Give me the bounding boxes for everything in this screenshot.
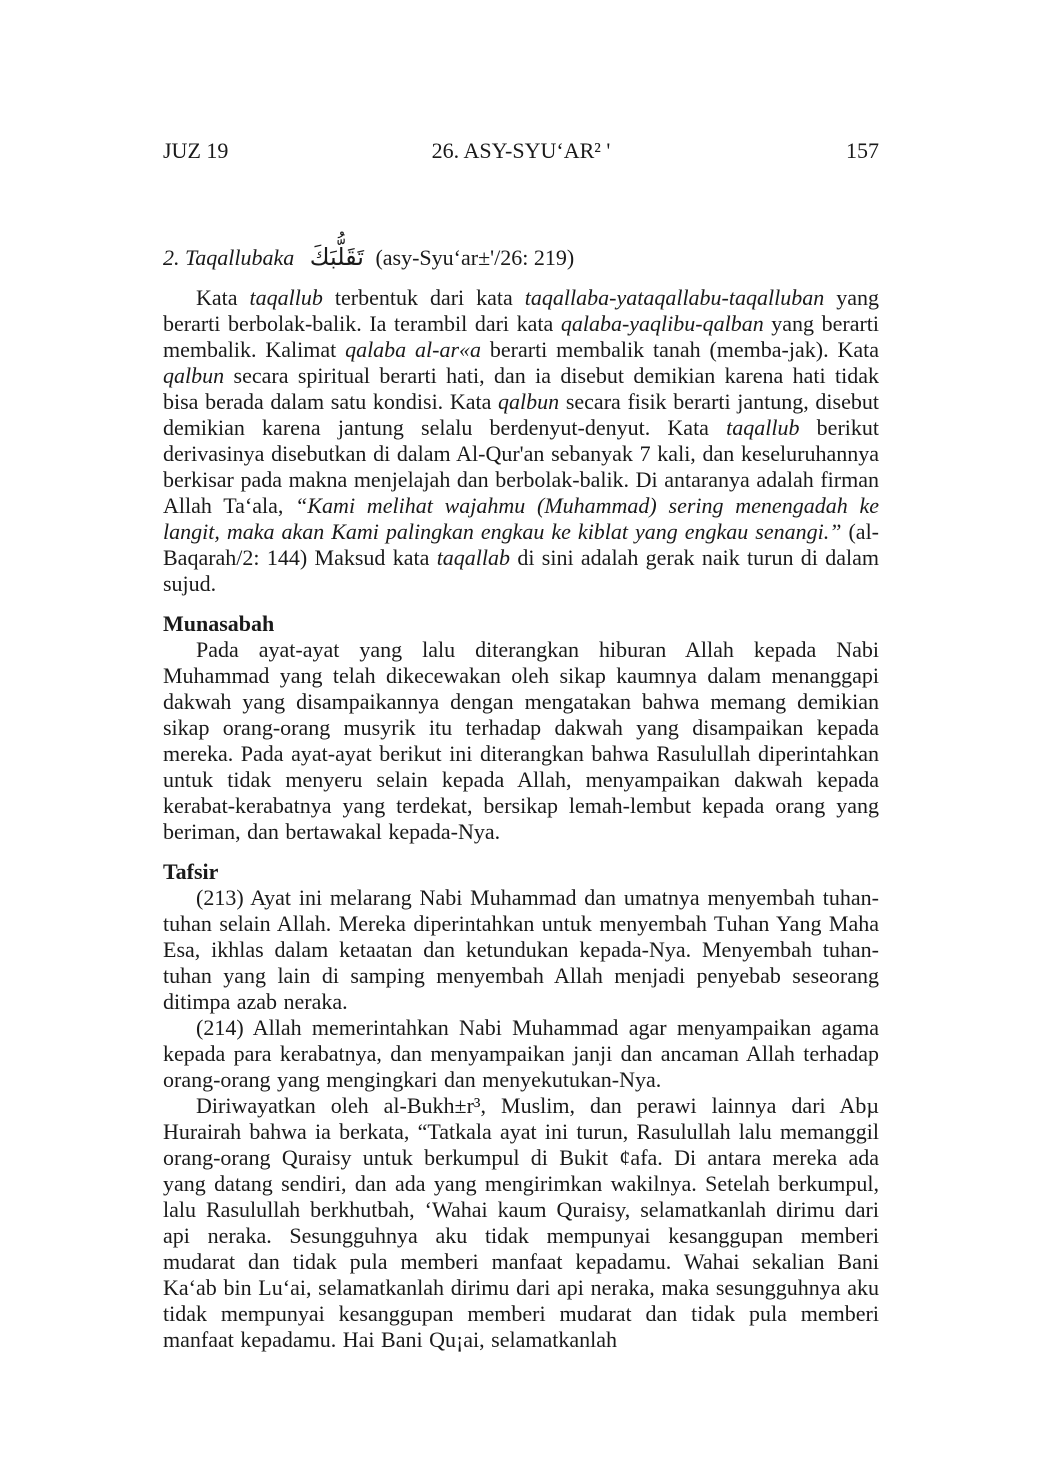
page-number: 157 <box>846 138 879 163</box>
section-heading <box>163 244 879 271</box>
section-heading-reference: (asy-Syu‘ar±'/26: 219) <box>375 245 575 270</box>
paragraph-taqallub-definition: Kata taqallub terbentuk dari kata taqallaba-yataqallabu-taqalluban yang berarti berbolak-balik. Ia terambil dari kata qalaba-yaqlibu-qalban yang berarti membalik. Kalimat qalaba al-ar«a berarti membalik tanah (memba-jak). Kata qalbun secara spiritual berarti hati, dan ia disebut demikian karena hati tidak bisa berada dalam satu kondisi. Kata qalbun secara fisik berarti jantung, disebut demikian karena jantung selalu berdenyut-denyut. Kata taqallub berikut derivasinya disebutkan di dalam Al-Qur'an sebanyak 7 kali, dan keseluruhannya berkisar pada makna menjelajah dan berbolak-balik. Di antaranya adalah firman Allah Ta‘ala, “Kami melihat wajahmu (Muhammad) sering menengadah ke langit, maka akan Kami palingkan engkau ke kiblat yang engkau senangi.” (al-Baqarah/2: 144) Maksud kata taqallab di sini adalah gerak naik turun di dalam sujud. <box>163 285 880 596</box>
text-column <box>163 0 879 1353</box>
heading-tafsir: Tafsir <box>163 859 219 884</box>
heading-munasabah: Munasabah <box>163 611 275 636</box>
paragraph-tafsir-213: (213) Ayat ini melarang Nabi Muhammad dan umatnya menyembah tuhan-tuhan selain Allah. Mereka diperintahkan untuk menyembah Tuhan Yang Maha Esa, ikhlas dalam ketaatan dan ketundukan kepada-Nya. Menyembah tuhan-tuhan yang lain di samping menyembah Allah menjadi penyebab seseorang ditimpa azab neraka. <box>163 885 879 1014</box>
section-heading-latin: 2. Taqallubaka <box>163 245 295 270</box>
section-heading-arabic-word: تَقَلُّبَكَ <box>309 243 364 271</box>
page-header <box>163 138 879 164</box>
paragraph-munasabah: Pada ayat-ayat yang lalu diterangkan hiburan Allah kepada Nabi Muhammad yang telah dikecewakan oleh sikap kaumnya dalam menanggapi dakwah yang disampaikannya dengan mengatakan bahwa memang demikian sikap orang-orang musyrik itu terhadap dakwah yang disampaikan kepada mereka. Pada ayat-ayat berikut ini diterangkan bahwa Rasulullah diperintahkan untuk tidak menyeru selain kepada Allah, menyampaikan dakwah kepada kerabat-kerabatnya yang terdekat, bersikap lemah-lembut kepada orang yang beriman, dan bertawakal kepada-Nya. <box>163 637 879 844</box>
surah-title: 26. ASY-SYU‘AR² ' <box>431 138 611 163</box>
body-text <box>163 285 879 1353</box>
juz-label: JUZ 19 <box>163 138 229 163</box>
paragraph-tafsir-hadith: Diriwayatkan oleh al-Bukh±r³, Muslim, dan perawi lainnya dari Abµ Hurairah bahwa ia berkata, “Tatkala ayat ini turun, Rasulullah lalu memanggil orang-orang Quraisy untuk berkumpul di Bukit ¢afa. Di antara mereka ada yang datang sendiri, dan ada yang mengirimkan wakilnya. Setelah berkumpul, lalu Rasulullah berkhutbah, ‘Wahai kaum Quraisy, selamatkanlah dirimu dari api neraka. Sesungguhnya aku tidak mempunyai kesanggupan memberi mudarat dan tidak pula memberi manfaat kepadamu. Wahai sekalian Bani Ka‘ab bin Lu‘ai, selamatkanlah dirimu dari api neraka, maka sesungguhnya aku tidak mempunyai kesanggupan memberi mudarat dan tidak pula memberi manfaat kepadamu. Hai Bani Qu¡ai, selamatkanlah <box>163 1093 879 1352</box>
paragraph-tafsir-214: (214) Allah memerintahkan Nabi Muhammad agar menyampaikan agama kepada para kerabatnya, dan menyampaikan janji dan ancaman Allah terhadap orang-orang yang mengingkari dan menyekutukan-Nya. <box>163 1015 879 1092</box>
